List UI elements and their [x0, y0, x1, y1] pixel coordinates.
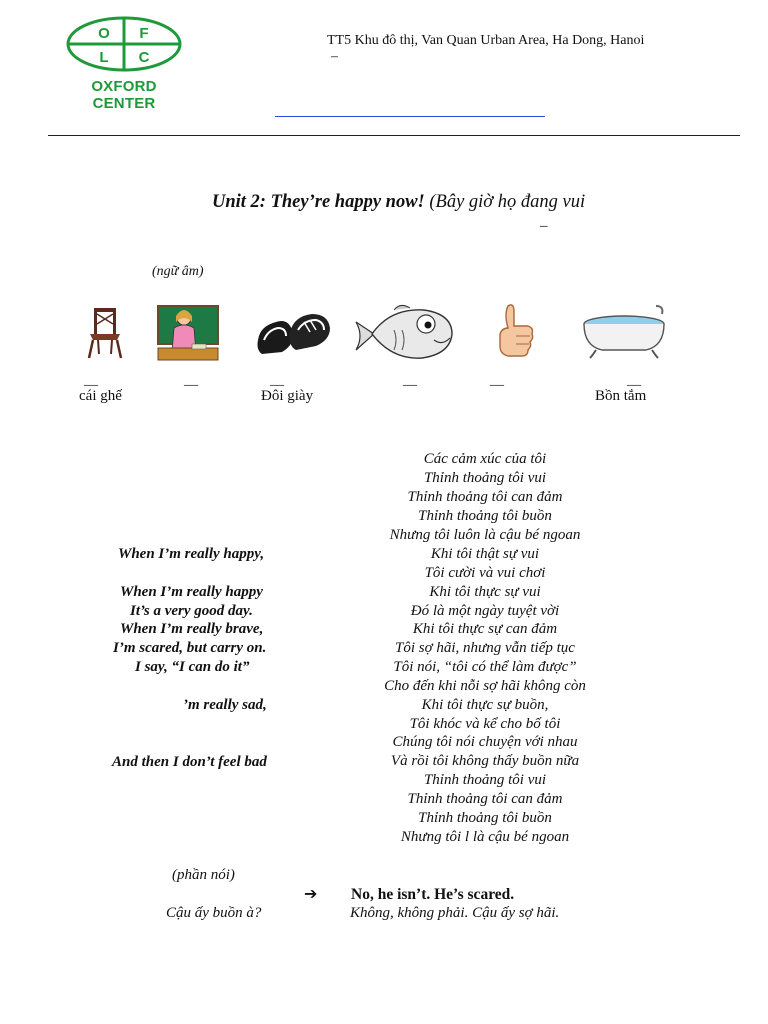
song-vn-line: Thỉnh thoảng tôi buồn — [418, 810, 552, 826]
song-vn-line: Thỉnh thoảng tôi vui — [423, 470, 547, 486]
song-vn-line: Thỉnh thoảng tôi vui — [423, 772, 547, 788]
song-vn-line: Khi tôi thật sự vui — [430, 546, 540, 562]
logo-letter-l: L — [99, 49, 109, 66]
address-dash: – — [331, 49, 338, 64]
song-vn-line: Cho đến khi nỗi sợ hãi không còn — [384, 678, 586, 694]
song-en-line: When I’m really happy — [120, 584, 263, 600]
song-vn-line: Thỉnh thoảng tôi buồn — [418, 508, 552, 524]
song-vn-line: Các cảm xúc của tôi — [423, 451, 547, 467]
song-vn-line: Chúng tôi nói chuyện với nhau — [392, 734, 578, 750]
question-vietnamese: Cậu ấy buồn à? — [166, 905, 262, 921]
unit-title-dash: – — [540, 218, 548, 234]
song-vn-line: Thỉnh thoảng tôi can đảm — [407, 791, 563, 807]
song-en-line: I’m scared, but carry on. — [113, 640, 267, 656]
song-en-line: When I’m really happy, — [118, 546, 265, 562]
picture-blank-2: __ — [184, 373, 198, 388]
song-en-line: When I’m really brave, — [120, 621, 264, 637]
answer-english: No, he isn’t. He’s scared. — [351, 886, 515, 903]
song-vn-line: Tôi cười và vui chơi — [424, 565, 546, 581]
thumbs-up-icon — [494, 300, 538, 362]
word-chair: cái ghế — [79, 388, 122, 404]
song-vn-line: Khi tôi thực sự can đảm — [412, 621, 558, 637]
answer-vietnamese: Không, không phải. Cậu ấy sợ hãi. — [350, 905, 560, 921]
header-divider — [48, 135, 740, 136]
address-text: TT5 Khu đô thị, Van Quan Urban Area, Ha Dong, Hanoi — [327, 33, 645, 48]
unit-title-vn: (Bây giờ họ đang vui — [429, 192, 586, 212]
logo-letter-c: C — [138, 49, 150, 66]
song-en-line: I say, “I can do it” — [135, 659, 250, 675]
picture-blank-4: __ — [403, 373, 417, 388]
song-vn-line: Nhưng tôi luôn là cậu bé ngoan — [389, 527, 581, 543]
fish-icon — [354, 300, 456, 366]
shoes-icon — [254, 300, 334, 362]
logo-name: OXFORD CENTER — [91, 78, 157, 112]
song-vn-line: Khi tôi thực sự vui — [429, 584, 541, 600]
song-vn-line: Và rồi tôi không thấy buồn nữa — [390, 753, 580, 769]
song-vn-line: Thỉnh thoảng tôi can đảm — [407, 489, 563, 505]
song-vn-line: Tôi nói, “tôi có thể làm được” — [393, 659, 577, 675]
picture-blank-6: __ — [627, 373, 641, 388]
picture-blank-3: __ — [270, 373, 284, 388]
bathtub-icon — [580, 300, 670, 362]
address — [327, 33, 644, 65]
word-shoes: Đôi giày — [261, 388, 314, 404]
song-vn-line: Nhưng tôi l là cậu bé ngoan — [400, 829, 570, 845]
logo-letter-f: F — [139, 25, 149, 42]
unit-title-en: Unit 2: They’re happy now! — [212, 192, 425, 212]
speaking-label: (phần nói) — [172, 867, 235, 883]
chair-icon — [84, 300, 126, 362]
link-underline[interactable] — [275, 116, 545, 117]
song-en-line: It’s a very good day. — [130, 603, 253, 619]
word-bathtub: Bồn tắm — [595, 388, 647, 404]
song-vn-line: Tôi khóc và kể cho bố tôi — [409, 716, 561, 732]
picture-blank-1: __ — [84, 373, 98, 388]
teacher-icon — [156, 300, 220, 364]
logo-letter-o: O — [98, 25, 110, 42]
song-en-line: ’m really sad, — [183, 697, 267, 713]
picture-blank-5: __ — [490, 373, 504, 388]
phonics-label: (ngữ âm) — [152, 264, 204, 279]
song-vn-line: Đó là một ngày tuyệt vời — [410, 603, 560, 619]
unit-title — [212, 192, 585, 213]
song-vn-line: Khi tôi thực sự buồn, — [421, 697, 549, 713]
arrow-icon: ➔ — [304, 886, 318, 903]
song-en-line: And then I don’t feel bad — [112, 754, 267, 770]
song-vn-line: Tôi sợ hãi, nhưng vẫn tiếp tục — [395, 640, 575, 656]
